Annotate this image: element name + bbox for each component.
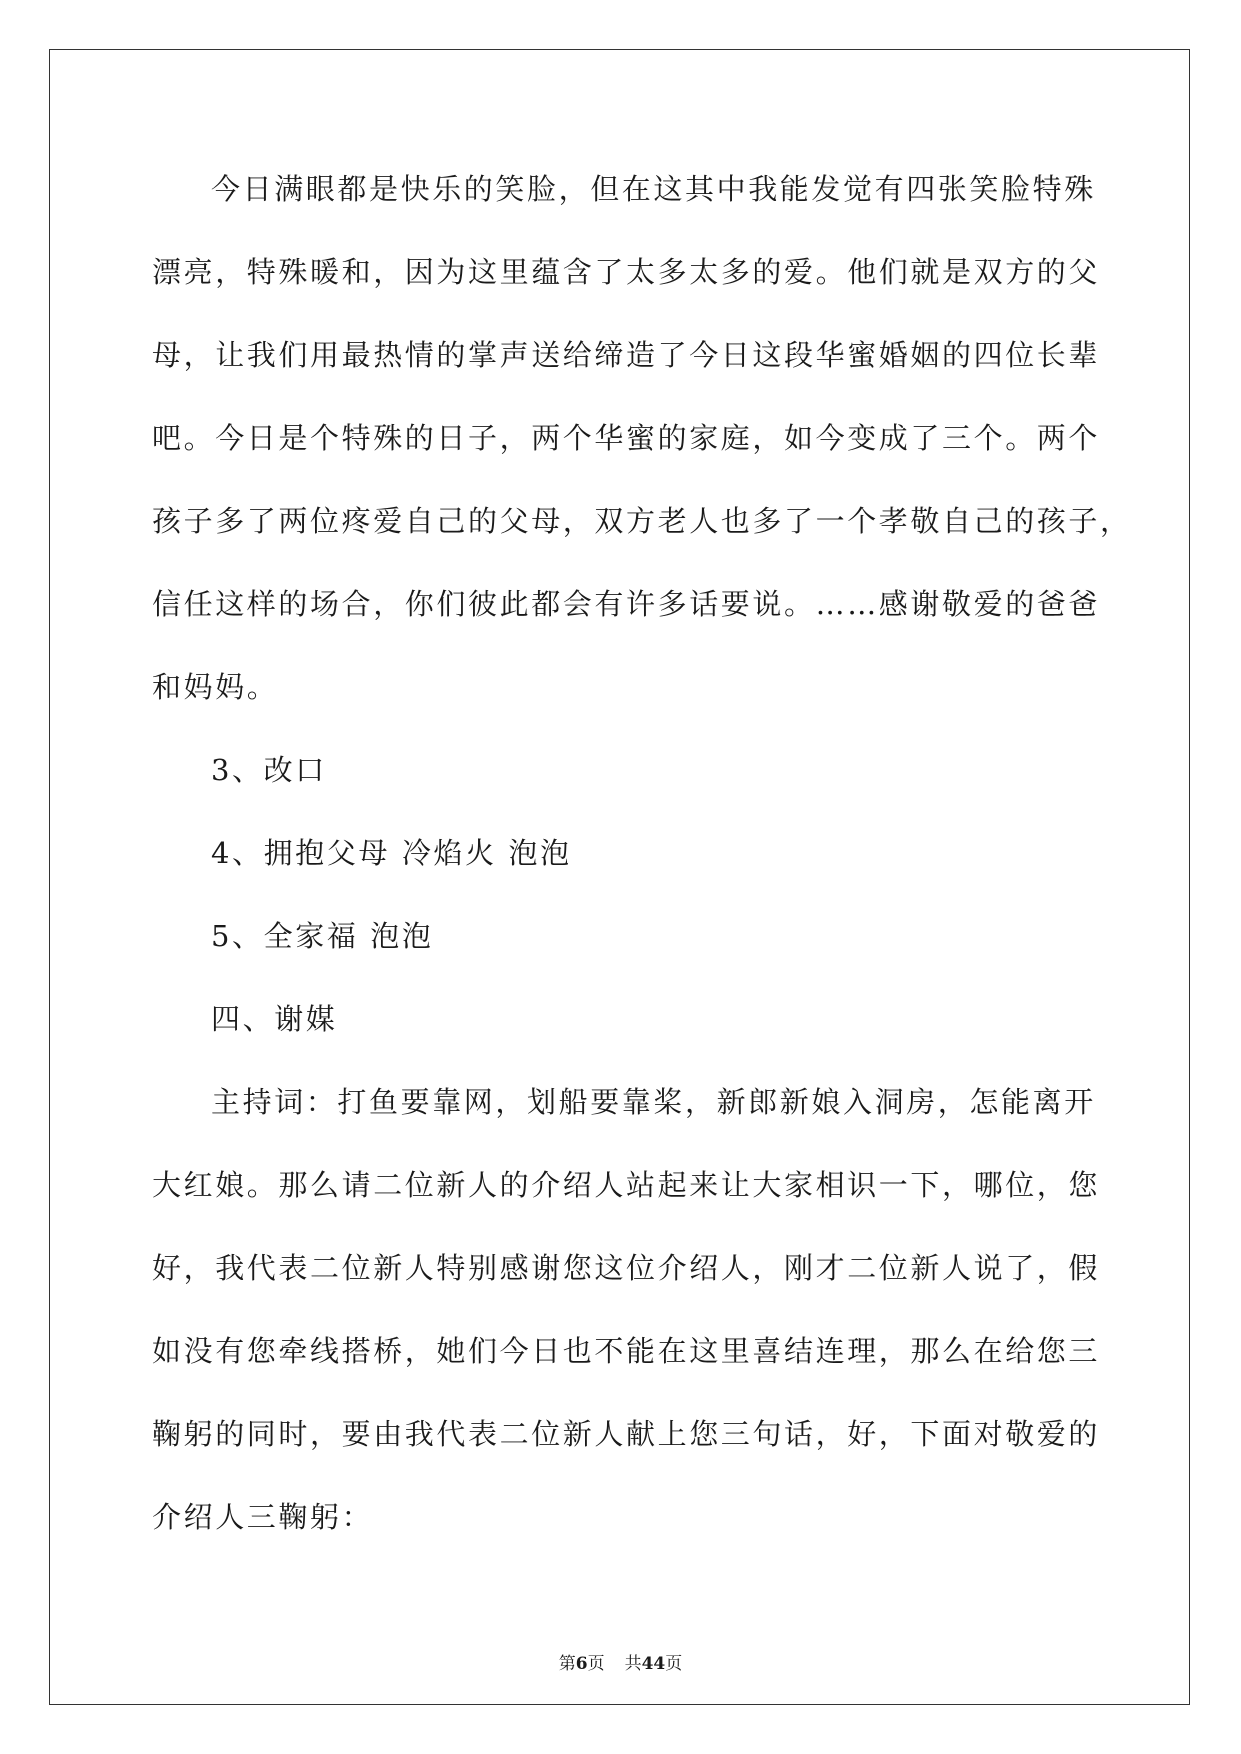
paragraph-line: 好，我代表二位新人特别感谢您这位介绍人，刚才二位新人说了，假 [152, 1251, 1101, 1285]
document-body [152, 163, 1132, 1574]
paragraph-line: 信任这样的场合，你们彼此都会有许多话要说。……感谢敬爱的爸爸 [152, 587, 1101, 621]
page-suffix: 页 [587, 1654, 605, 1674]
paragraph-line: 如没有您牵线搭桥，她们今日也不能在这里喜结连理，那么在给您三 [152, 1334, 1101, 1368]
paragraph-line: 今日满眼都是快乐的笑脸，但在这其中我能发觉有四张笑脸特殊 [211, 172, 1096, 206]
paragraph-line: 鞠躬的同时，要由我代表二位新人献上您三句话，好，下面对敬爱的 [152, 1417, 1101, 1451]
section-heading: 四、谢媒 [211, 1002, 338, 1036]
total-pages: 44 [641, 1654, 666, 1674]
list-item-heading: 5、全家福 泡泡 [211, 919, 434, 953]
page-footer [0, 1652, 1241, 1676]
paragraph-line: 主持词：打鱼要靠网，划船要靠桨，新郎新娘入洞房，怎能离开 [211, 1085, 1096, 1119]
paragraph-line: 介绍人三鞠躬： [152, 1500, 374, 1534]
total-suffix: 页 [665, 1654, 683, 1674]
list-item-heading: 3、改口 [211, 753, 327, 787]
paragraph-line: 和妈妈。 [152, 670, 279, 704]
paragraph-line: 孩子多了两位疼爱自己的父母，双方老人也多了一个孝敬自己的孩子， [152, 504, 1132, 538]
total-prefix: 共 [624, 1654, 642, 1674]
paragraph-line: 母，让我们用最热情的掌声送给缔造了今日这段华蜜婚姻的四位长辈 [152, 338, 1101, 372]
list-item-heading: 4、拥抱父母 冷焰火 泡泡 [211, 836, 572, 870]
paragraph-line: 漂亮，特殊暖和，因为这里蕴含了太多太多的爱。他们就是双方的父 [152, 255, 1101, 289]
page-prefix: 第 [558, 1654, 576, 1674]
paragraph-line: 吧。今日是个特殊的日子，两个华蜜的家庭，如今变成了三个。两个 [152, 421, 1101, 455]
paragraph-line: 大红娘。那么请二位新人的介绍人站起来让大家相识一下，哪位，您 [152, 1168, 1101, 1202]
page-number: 6 [575, 1654, 588, 1674]
